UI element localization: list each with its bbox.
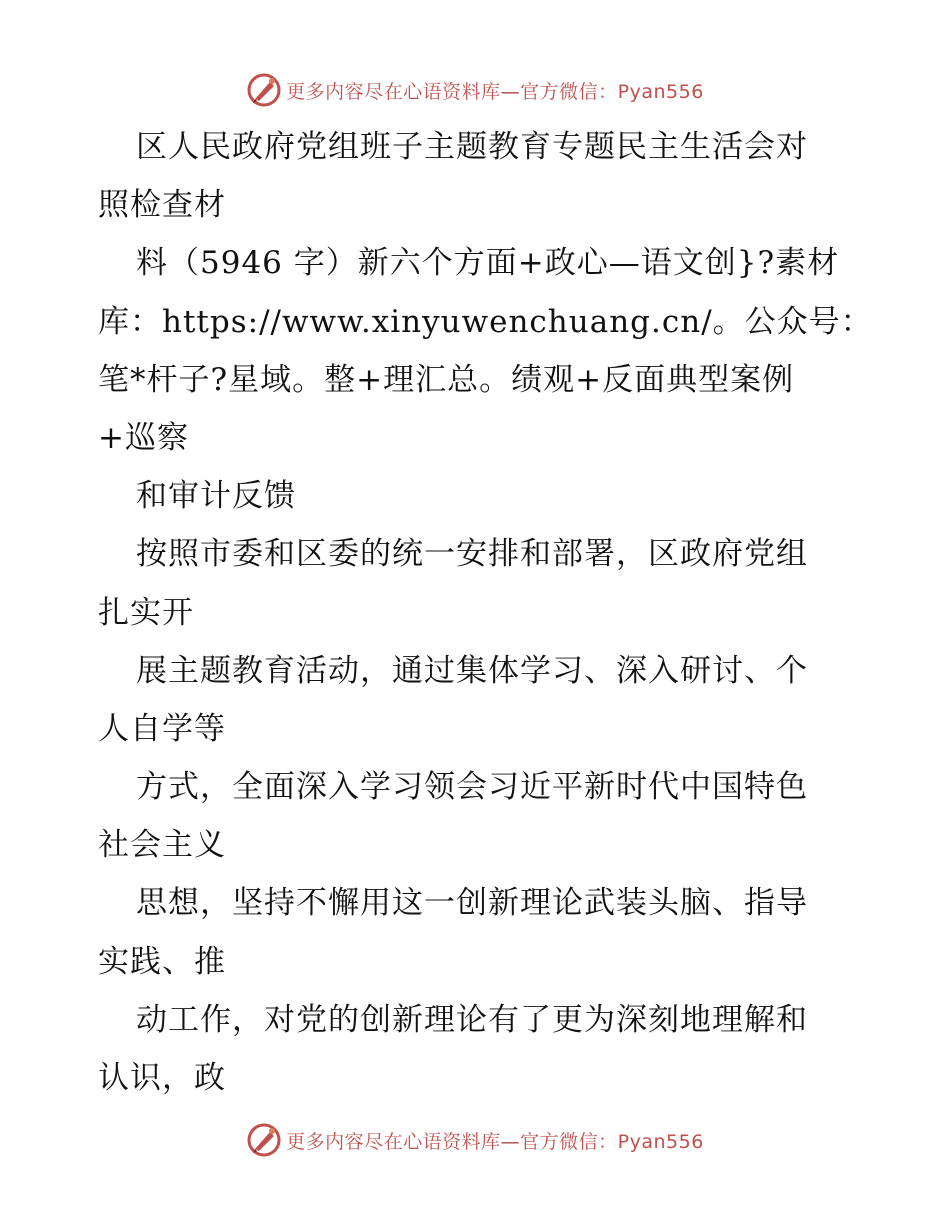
doc-line-5: 笔*杆子?星域。整+理汇总。绩观+反面典型案例 (98, 361, 795, 398)
doc-line-7: 和审计反馈 (136, 478, 296, 515)
pen-logo-icon (246, 72, 282, 108)
footer-banner-text: 更多内容尽在心语资料库 (286, 1130, 501, 1153)
footer-watermark-banner (0, 1118, 950, 1162)
doc-line-12: 方式，全面深入学习领会习近平新时代中国特色 (136, 769, 808, 806)
doc-line-15: 实践、推 (98, 943, 226, 980)
doc-line-11: 人自学等 (98, 710, 226, 747)
doc-line-14: 思想，坚持不懈用这一创新理论武装头脑、指导 (136, 885, 808, 922)
doc-line-2: 照检查材 (98, 187, 226, 224)
doc-line-1: 区人民政府党组班子主题教育专题民主生活会对 (136, 129, 808, 165)
footer-banner-contact: 官方微信：Pyan556 (520, 1130, 704, 1153)
header-banner-dash: — (500, 80, 521, 103)
header-watermark-banner (0, 68, 950, 112)
footer-banner-dash: — (500, 1130, 521, 1153)
doc-line-3: 料（5946 字）新六个方面+政心—语文创}?素材 (136, 245, 840, 282)
header-banner-text: 更多内容尽在心语资料库 (286, 80, 501, 103)
doc-line-9: 扎实开 (98, 594, 194, 631)
doc-line-16: 动工作，对党的创新理论有了更为深刻地理解和 (136, 1001, 808, 1038)
doc-line-13: 社会主义 (98, 827, 226, 864)
document-body (98, 118, 873, 1107)
doc-line-17: 认识，政 (98, 1060, 226, 1096)
doc-line-8: 按照市委和区委的统一安排和部署，区政府党组 (136, 536, 808, 573)
pen-logo-icon (246, 1122, 282, 1158)
doc-line-4: 库：https://www.xinyuwenchuang.cn/。公众号： (98, 303, 873, 340)
header-banner-contact: 官方微信：Pyan556 (520, 80, 704, 103)
doc-line-10: 展主题教育活动，通过集体学习、深入研讨、个 (136, 652, 808, 689)
doc-line-6: +巡察 (98, 419, 189, 456)
